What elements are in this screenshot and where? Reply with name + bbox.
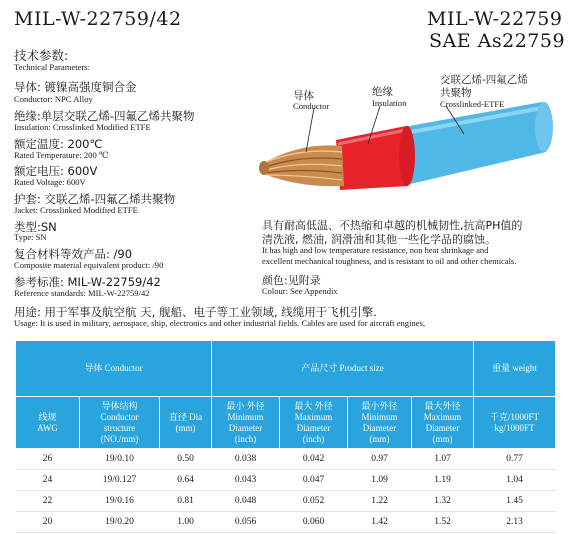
reference-en: Reference standards: MIL-W-22759/42 [14, 288, 150, 298]
standard-title-1: MIL-W-22759 [427, 8, 563, 30]
composite-en: Composite material equivalent product: /90 [14, 260, 164, 270]
cell-weight: 2.13 [474, 512, 556, 533]
callout-conductor-en: Conductor [293, 101, 330, 111]
insulation-layer [336, 126, 415, 190]
table-row [16, 470, 556, 491]
cell-weight: 0.77 [474, 449, 556, 470]
usage-en: Usage: It is used in military, aerospace, ship, electronics and other industrial fields. Cables are used for aircraft engines, [14, 318, 426, 328]
table-row [16, 449, 556, 470]
conductor-callout-line [306, 108, 314, 152]
cell-structure: 19/0.127 [80, 470, 160, 491]
cell-min-inch: 0.056 [212, 512, 280, 533]
temperature-zh: 额定温度: 200℃ [14, 137, 103, 151]
voltage-en: Rated Voltage: 600V [14, 177, 86, 187]
specification-table [15, 340, 556, 533]
usage-zh: 用途: 用于军事及航空航 天, 舰船、电子等工业领域, 线缆用于飞机引擎. [14, 305, 377, 319]
jacket-layer [398, 102, 553, 186]
cell-awg: 26 [16, 449, 80, 470]
cell-max-mm: 1.19 [412, 470, 474, 491]
cell-awg: 24 [16, 470, 80, 491]
cell-dia: 0.81 [160, 491, 212, 512]
insulation-zh: 绝缘:单层交联乙烯-四氟乙烯共聚物 [14, 109, 195, 123]
cell-weight: 1.45 [474, 491, 556, 512]
header-conductor-structure: 导体结构 Conductor structure (NO./mm) [80, 397, 160, 449]
header-min-diameter-inch: 最小 外径 Minimum Diameter (inch) [212, 397, 280, 449]
header-diameter: 直径 Dia (mm) [160, 397, 212, 449]
cell-awg: 22 [16, 491, 80, 512]
colour-en: Colour: See Appendix [262, 286, 338, 296]
header-conductor-group: 导体 Conductor [16, 341, 212, 397]
cell-dia: 1.00 [160, 512, 212, 533]
composite-zh: 复合材料等效产品: /90 [14, 247, 133, 261]
jacket-zh: 护套: 交联乙烯-四氟乙烯共聚物 [14, 192, 176, 206]
conductor-strands [259, 145, 344, 186]
product-title: MIL-W-22759/42 [14, 8, 182, 30]
description-zh-1: 具有耐高低温、不热缩和卓越的机械韧性,抗高PH值的 [262, 219, 523, 232]
header-weight: 千克/1000FT kg/1000FT [474, 397, 556, 449]
callout-jacket-zh-2: 共聚物 [440, 87, 472, 99]
cell-max-inch: 0.047 [280, 470, 348, 491]
cell-min-inch: 0.048 [212, 491, 280, 512]
colour-zh: 颜色:见附录 [262, 274, 321, 287]
cell-min-mm: 0.97 [348, 449, 412, 470]
header-max-diameter-inch: 最大 外径 Maximum Diameter (inch) [280, 397, 348, 449]
cell-max-inch: 0.042 [280, 449, 348, 470]
cell-max-inch: 0.052 [280, 491, 348, 512]
cell-structure: 19/0.10 [80, 449, 160, 470]
callout-insulation-en: Insulation [372, 98, 407, 108]
standard-title-2: SAE As22759 [429, 30, 566, 52]
cell-max-inch: 0.060 [280, 512, 348, 533]
reference-zh: 参考标准: MIL-W-22759/42 [14, 275, 161, 289]
header-weight-group: 重量 weight [474, 341, 556, 397]
type-en: Type: SN [14, 232, 47, 242]
cell-structure: 19/0.16 [80, 491, 160, 512]
cell-min-mm: 1.22 [348, 491, 412, 512]
header-max-diameter-mm: 最大外径 Maximum Diameter (mm) [412, 397, 474, 449]
conductor-en: Conductor: NPC Alloy [14, 94, 93, 104]
params-heading-en: Technical Parameters: [14, 62, 90, 72]
voltage-zh: 额定电压: 600V [14, 164, 98, 178]
conductor-zh: 导体: 镀镍高强度铜合金 [14, 80, 137, 94]
cell-dia: 0.50 [160, 449, 212, 470]
callout-conductor-zh: 导体 [293, 90, 314, 102]
description-en-1: It has high and low temperature resistance, non heat shrinkage and [262, 245, 489, 255]
header-product-size-group: 产品尺寸 Product size [212, 341, 474, 397]
insulation-en: Insulation: Crosslinked Modified ETFE [14, 122, 151, 132]
description-zh-2: 清洗液, 燃油, 润滑油和其他一些化学品的腐蚀。 [262, 233, 496, 246]
callout-jacket-en: Crosslinked-ETFE [440, 99, 505, 109]
description-en-2: excellent mechanical toughness, and is resistant to oil and other chemicals. [262, 256, 517, 266]
cell-awg: 20 [16, 512, 80, 533]
cell-weight: 1.04 [474, 470, 556, 491]
cell-structure: 19/0.20 [80, 512, 160, 533]
cell-dia: 0.64 [160, 470, 212, 491]
temperature-en: Rated Temperature: 200 ℃ [14, 150, 109, 160]
cell-min-inch: 0.038 [212, 449, 280, 470]
jacket-en: Jacket: Crosslinked Modified ETFE [14, 205, 138, 215]
header-min-diameter-mm: 最小外径 Minimum Diameter (mm) [348, 397, 412, 449]
cell-min-inch: 0.043 [212, 470, 280, 491]
header-awg: 线规 AWG [16, 397, 80, 449]
cell-max-mm: 1.07 [412, 449, 474, 470]
params-heading-zh: 技术参数: [14, 48, 69, 63]
table-row [16, 491, 556, 512]
type-zh: 类型:SN [14, 220, 57, 234]
cell-max-mm: 1.52 [412, 512, 474, 533]
cell-max-mm: 1.32 [412, 491, 474, 512]
cell-min-mm: 1.42 [348, 512, 412, 533]
callout-insulation-zh: 绝缘 [372, 86, 393, 98]
cell-min-mm: 1.09 [348, 470, 412, 491]
table-row [16, 512, 556, 533]
callout-jacket-zh-1: 交联乙烯-四氟乙烯 [440, 74, 528, 86]
